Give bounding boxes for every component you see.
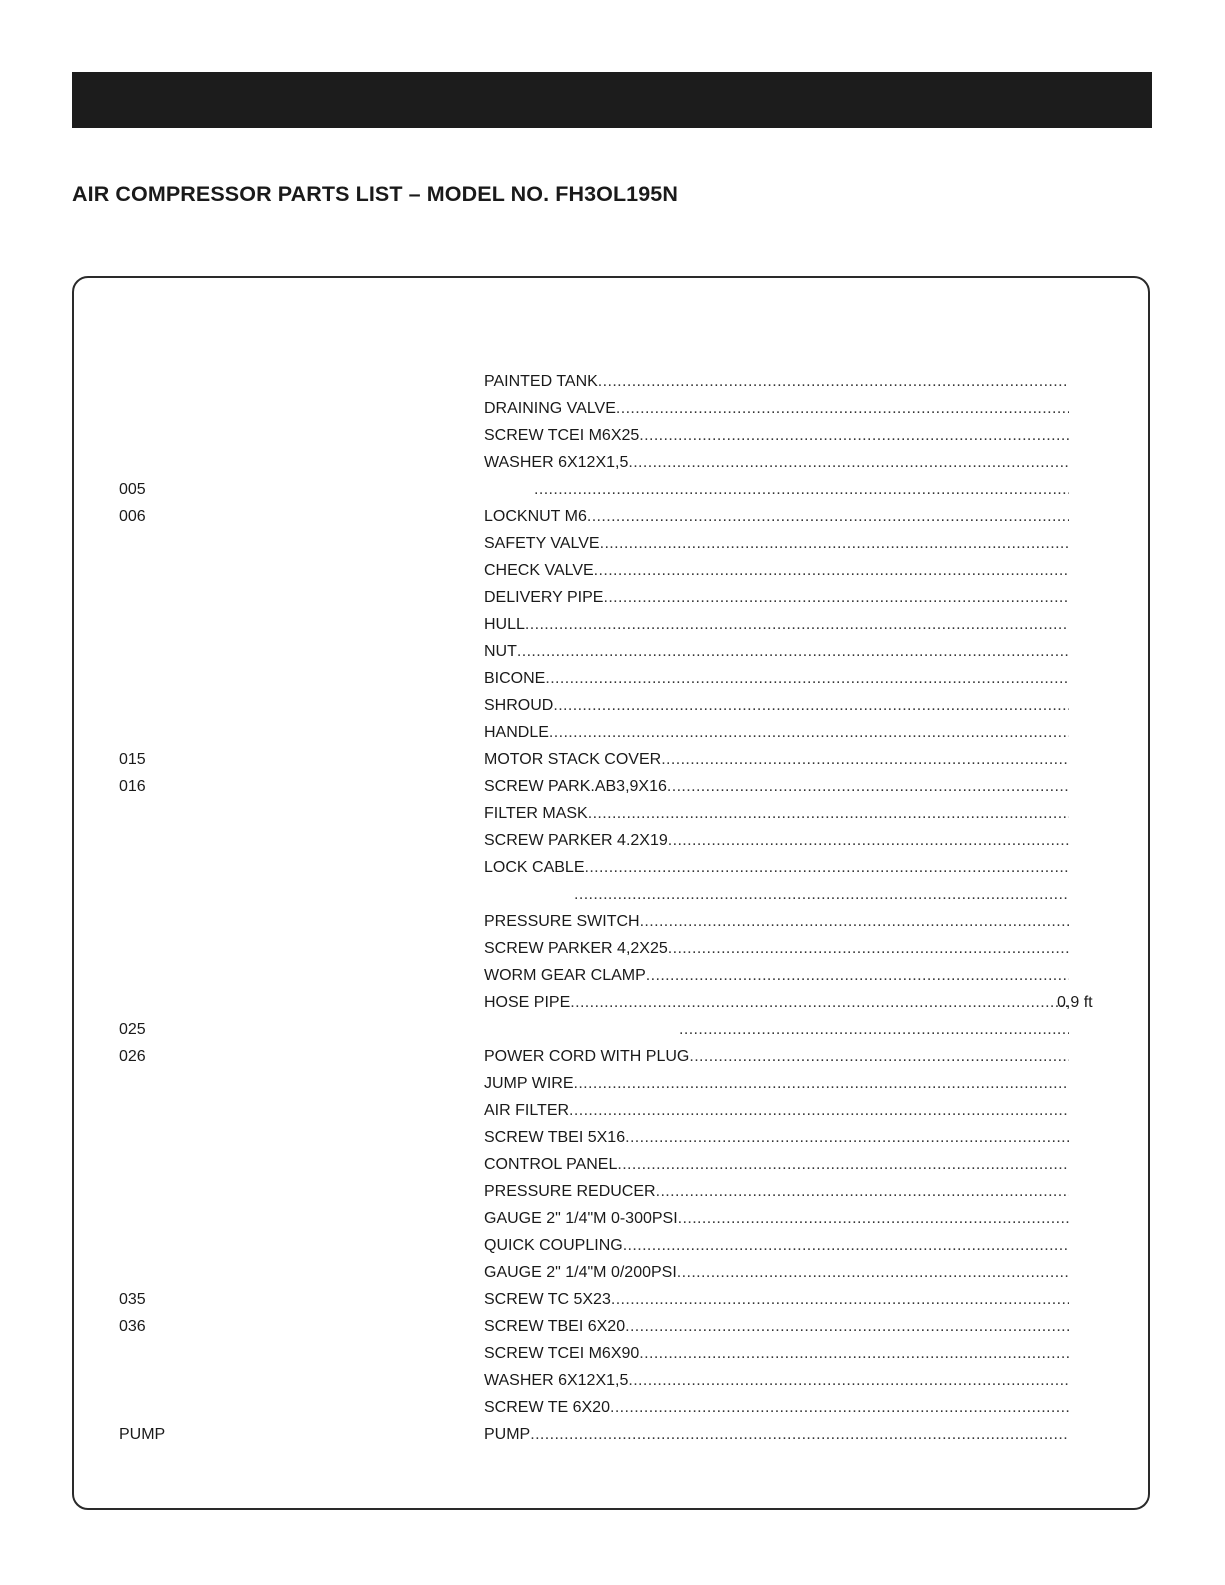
part-description-line [484,1394,1069,1421]
parts-row [0,395,1225,422]
part-description: QUICK COUPLING [484,1237,623,1254]
dot-leader [573,1070,1069,1097]
parts-row [0,449,1225,476]
part-description: FILTER MASK [484,805,588,822]
dot-leader [569,1097,1069,1124]
dot-leader [603,584,1069,611]
dot-leader [623,1232,1069,1259]
part-description: HULL [484,616,525,633]
part-description-line [574,881,1069,908]
dot-leader [530,1421,1069,1448]
parts-row [0,1043,1225,1070]
part-description-line [484,989,1069,1016]
dot-leader [553,692,1069,719]
part-description: HANDLE [484,724,549,741]
part-description-line [484,1286,1069,1313]
dot-leader [534,476,1069,503]
part-description: WASHER 6X12X1,5 [484,454,629,471]
dot-leader [656,1178,1069,1205]
parts-row [0,368,1225,395]
dot-leader [668,827,1069,854]
parts-row [0,422,1225,449]
parts-row [0,1070,1225,1097]
part-description: PAINTED TANK [484,373,598,390]
part-description: PRESSURE SWITCH [484,913,640,930]
part-description-line [679,1016,1069,1043]
parts-row [0,989,1225,1016]
dot-leader [678,1205,1069,1232]
dot-leader [616,395,1069,422]
parts-row [0,584,1225,611]
part-description: SCREW TBEI 5X16 [484,1129,626,1146]
parts-row [0,692,1225,719]
dot-leader [679,1016,1069,1043]
part-description-line [484,638,1069,665]
dot-leader [628,1367,1069,1394]
part-description: SAFETY VALVE [484,535,600,552]
part-description: LOCK CABLE [484,859,585,876]
part-description-line [484,854,1069,881]
header-bar [72,72,1152,128]
parts-row [0,1016,1225,1043]
parts-row [0,638,1225,665]
part-description-line [484,1340,1069,1367]
part-description: CONTROL PANEL [484,1156,618,1173]
parts-row [0,1313,1225,1340]
dot-leader [640,908,1069,935]
part-description-line [484,1097,1069,1124]
part-description-line [484,557,1069,584]
part-description-line [484,1232,1069,1259]
parts-row [0,1286,1225,1313]
part-description-line [484,611,1069,638]
part-description-line [484,368,1069,395]
parts-row [0,1124,1225,1151]
dot-leader [570,989,1069,1016]
part-description: SCREW TBEI 6X20 [484,1318,626,1335]
part-key-number: 036 [119,1318,146,1335]
dot-leader [661,746,1069,773]
dot-leader [549,719,1069,746]
part-description: DELIVERY PIPE [484,589,604,606]
part-description: JUMP WIRE [484,1075,574,1092]
dot-leader [611,1286,1069,1313]
part-description: SCREW TCEI M6X90 [484,1345,640,1362]
parts-row [0,476,1225,503]
part-key-number: 016 [119,778,146,795]
part-description: CHECK VALVE [484,562,594,579]
part-description-line [484,449,1069,476]
part-description-line [484,530,1069,557]
part-description: GAUGE 2" 1/4"M 0/200PSI [484,1264,677,1281]
dot-leader [625,1313,1069,1340]
parts-row [0,962,1225,989]
parts-row [0,1421,1225,1448]
part-description: SCREW PARKER 4,2X25 [484,940,668,957]
dot-leader [646,962,1069,989]
part-description: NUT [484,643,517,660]
parts-row [0,1259,1225,1286]
part-description-line [484,1043,1069,1070]
parts-row [0,827,1225,854]
parts-row [0,1205,1225,1232]
part-description-line [484,1124,1069,1151]
part-description-line [484,800,1069,827]
part-key-number: 026 [119,1048,146,1065]
part-description-line [484,719,1069,746]
part-description: SCREW PARK.AB3,9X16 [484,778,667,795]
dot-leader [600,530,1069,557]
part-description-line [484,962,1069,989]
part-description-line [534,476,1069,503]
part-description: WASHER 6X12X1,5 [484,1372,629,1389]
dot-leader [677,1259,1069,1286]
part-key-number: 006 [119,508,146,525]
part-quantity: 0,9 ft [1057,994,1093,1011]
part-description-line [484,503,1069,530]
part-description-line [484,665,1069,692]
part-description: WORM GEAR CLAMP [484,967,646,984]
part-description-line [484,1205,1069,1232]
parts-row [0,557,1225,584]
part-description-line [484,1421,1069,1448]
parts-row [0,1340,1225,1367]
parts-row [0,530,1225,557]
parts-row [0,746,1225,773]
parts-row [0,665,1225,692]
dot-leader [588,800,1069,827]
part-description: AIR FILTER [484,1102,570,1119]
dot-leader [574,881,1069,908]
part-description: SCREW TE 6X20 [484,1399,610,1416]
parts-list [0,368,1225,1448]
parts-row [0,800,1225,827]
dot-leader [594,557,1069,584]
parts-row [0,611,1225,638]
part-description-line [484,584,1069,611]
dot-leader [545,665,1069,692]
part-description-line [484,908,1069,935]
part-key-number: 005 [119,481,146,498]
part-description: PRESSURE REDUCER [484,1183,656,1200]
parts-row [0,935,1225,962]
parts-row [0,1151,1225,1178]
part-description: MOTOR STACK COVER [484,751,662,768]
parts-row [0,854,1225,881]
dot-leader [667,773,1069,800]
dot-leader [525,611,1069,638]
part-description-line [484,1259,1069,1286]
parts-row [0,908,1225,935]
part-description: BICONE [484,670,546,687]
part-description-line [484,1367,1069,1394]
part-description: SCREW PARKER 4.2X19 [484,832,668,849]
page-title: AIR COMPRESSOR PARTS LIST – MODEL NO. FH3OL195N [72,182,678,206]
parts-row [0,1097,1225,1124]
dot-leader [584,854,1069,881]
dot-leader [610,1394,1069,1421]
dot-leader [689,1043,1069,1070]
dot-leader [598,368,1069,395]
dot-leader [639,1340,1069,1367]
part-description: SHROUD [484,697,554,714]
part-description: DRAINING VALVE [484,400,616,417]
part-description-line [484,395,1069,422]
part-description-line [484,746,1069,773]
dot-leader [625,1124,1069,1151]
parts-row [0,1394,1225,1421]
part-description: HOSE PIPE [484,994,571,1011]
parts-row [0,881,1225,908]
part-key-number: 025 [119,1021,146,1038]
dot-leader [587,503,1069,530]
part-description: LOCKNUT M6 [484,508,587,525]
dot-leader [639,422,1069,449]
part-description-line [484,1151,1069,1178]
parts-row [0,1178,1225,1205]
dot-leader [617,1151,1069,1178]
part-key-number: 015 [119,751,146,768]
part-description: GAUGE 2" 1/4"M 0-300PSI [484,1210,678,1227]
part-description-line [484,827,1069,854]
parts-row [0,1367,1225,1394]
parts-row [0,1232,1225,1259]
part-description-line [484,935,1069,962]
dot-leader [668,935,1069,962]
part-key-number: PUMP [119,1426,166,1443]
parts-row [0,719,1225,746]
part-description-line [484,422,1069,449]
parts-row [0,503,1225,530]
part-description: POWER CORD WITH PLUG [484,1048,690,1065]
dot-leader [517,638,1069,665]
part-description-line [484,1178,1069,1205]
part-description-line [484,773,1069,800]
part-description: SCREW TCEI M6X25 [484,427,640,444]
part-description: PUMP [484,1426,531,1443]
part-description: SCREW TC 5X23 [484,1291,611,1308]
part-key-number: 035 [119,1291,146,1308]
dot-leader [628,449,1069,476]
part-description-line [484,692,1069,719]
part-description-line [484,1070,1069,1097]
parts-row [0,773,1225,800]
part-description-line [484,1313,1069,1340]
